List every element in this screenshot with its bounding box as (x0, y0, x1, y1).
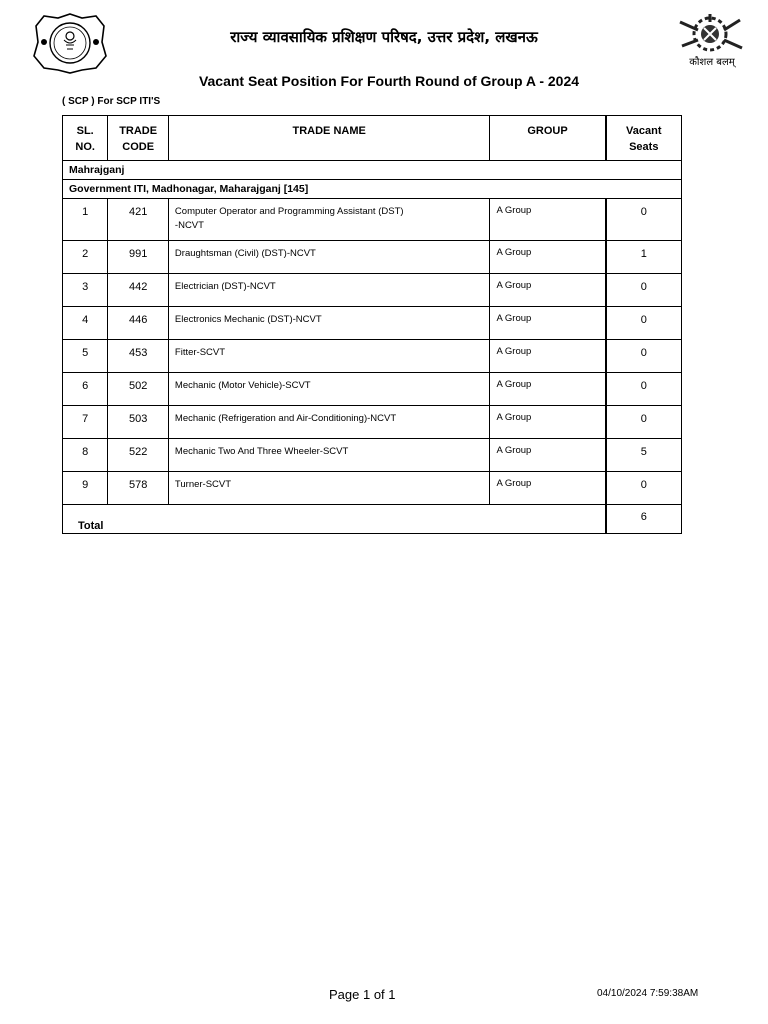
cell-sl-no: 2 (63, 241, 108, 274)
header-group: GROUP (490, 116, 606, 161)
print-timestamp: 04/10/2024 7:59:38AM (597, 988, 699, 999)
table-row (63, 439, 682, 472)
cell-vacant-seats: 0 (606, 472, 682, 505)
cell-group: A Group (490, 274, 606, 307)
table-row (63, 241, 682, 274)
cell-trade-code: 991 (108, 241, 169, 274)
header-sl-no: SL. NO. (63, 116, 108, 161)
cell-trade-name: Fitter-SCVT (168, 340, 490, 373)
table-row (63, 340, 682, 373)
document-title: Vacant Seat Position For Fourth Round of Group A - 2024 (198, 73, 580, 89)
cell-trade-name: Electronics Mechanic (DST)-NCVT (168, 307, 490, 340)
cell-trade-code: 502 (108, 373, 169, 406)
cell-sl-no: 7 (63, 406, 108, 439)
table-row (63, 274, 682, 307)
cell-group: A Group (490, 199, 606, 241)
table-header-row (63, 116, 682, 161)
cell-trade-code: 503 (108, 406, 169, 439)
cell-vacant-seats: 5 (606, 439, 682, 472)
table-row (63, 472, 682, 505)
cell-sl-no: 6 (63, 373, 108, 406)
cell-group: A Group (490, 241, 606, 274)
cell-group: A Group (490, 439, 606, 472)
logo-caption: कौशल बलम् (689, 57, 735, 68)
cell-trade-name: Mechanic (Refrigeration and Air-Conditioning)-NCVT (168, 406, 490, 439)
cell-sl-no: 9 (63, 472, 108, 505)
header-trade-code: TRADE CODE (108, 116, 169, 161)
table-row (63, 373, 682, 406)
header-trade-name: TRADE NAME (168, 116, 490, 161)
cell-trade-name: Mechanic Two And Three Wheeler-SCVT (168, 439, 490, 472)
cell-group: A Group (490, 307, 606, 340)
cell-trade-name: Draughtsman (Civil) (DST)-NCVT (168, 241, 490, 274)
cell-trade-name: Turner-SCVT (168, 472, 490, 505)
cell-group: A Group (490, 373, 606, 406)
cell-sl-no: 3 (63, 274, 108, 307)
cell-vacant-seats: 1 (606, 241, 682, 274)
total-value: 6 (606, 505, 682, 534)
district-name: Mahrajganj (63, 161, 682, 180)
cell-vacant-seats: 0 (606, 274, 682, 307)
cell-trade-name: Computer Operator and Programming Assistant (DST) -NCVT (168, 199, 490, 241)
cell-trade-code: 522 (108, 439, 169, 472)
total-row (63, 505, 682, 534)
document-subtitle: ( SCP ) For SCP ITI'S (62, 96, 161, 107)
cell-trade-code: 421 (108, 199, 169, 241)
cell-vacant-seats: 0 (606, 373, 682, 406)
cell-sl-no: 1 (63, 199, 108, 241)
cell-vacant-seats: 0 (606, 307, 682, 340)
cell-trade-name: Electrician (DST)-NCVT (168, 274, 490, 307)
cell-trade-code: 453 (108, 340, 169, 373)
total-label: Total (63, 505, 606, 534)
cell-group: A Group (490, 472, 606, 505)
header-vacant-seats: Vacant Seats (606, 116, 682, 161)
table-row (63, 307, 682, 340)
cell-sl-no: 5 (63, 340, 108, 373)
cell-sl-no: 4 (63, 307, 108, 340)
institute-row (63, 180, 682, 199)
district-row (63, 161, 682, 180)
table-row (63, 406, 682, 439)
cell-trade-code: 446 (108, 307, 169, 340)
cell-trade-name: Mechanic (Motor Vehicle)-SCVT (168, 373, 490, 406)
cell-group: A Group (490, 340, 606, 373)
institute-name: Government ITI, Madhonagar, Maharajganj [145] (63, 180, 682, 199)
cell-group: A Group (490, 406, 606, 439)
cell-vacant-seats: 0 (606, 199, 682, 241)
cell-trade-code: 442 (108, 274, 169, 307)
vacant-seat-table (62, 115, 682, 534)
cell-sl-no: 8 (63, 439, 108, 472)
cell-vacant-seats: 0 (606, 340, 682, 373)
table-row (63, 199, 682, 241)
cell-trade-code: 578 (108, 472, 169, 505)
page-number: Page 1 of 1 (329, 987, 396, 1002)
cell-vacant-seats: 0 (606, 406, 682, 439)
organization-title: राज्य व्यावसायिक प्रशिक्षण परिषद, उत्तर प्रदेश, लखनऊ (230, 28, 538, 46)
